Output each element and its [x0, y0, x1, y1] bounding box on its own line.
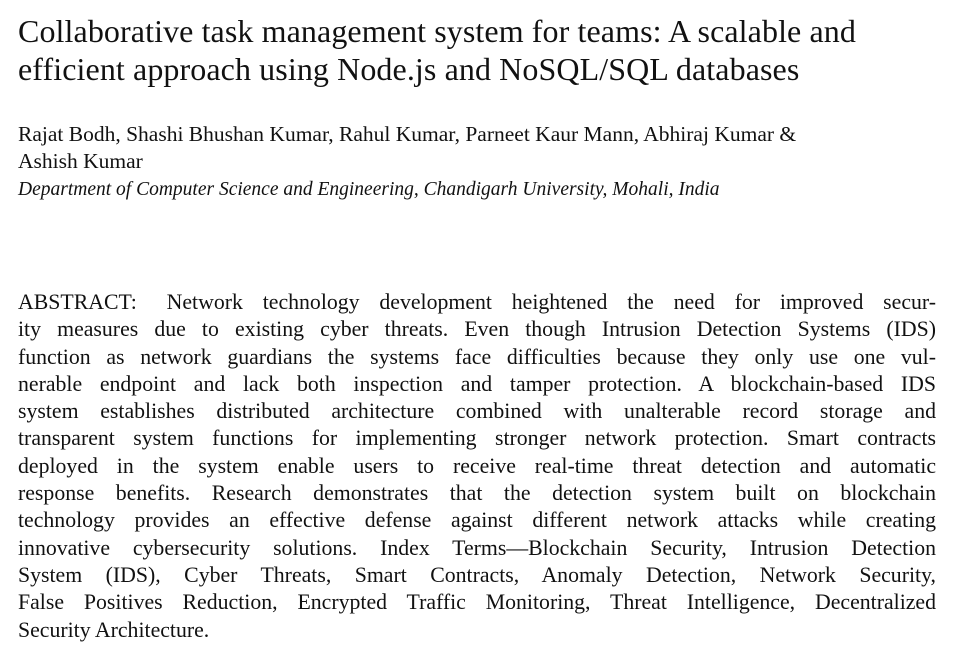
abstract-line	[18, 289, 936, 316]
abstract-line: response benefits. Research demonstrates that the detection system built on blockchain	[18, 481, 936, 506]
abstract-line: deployed in the system enable users to receive real-time threat detection and automatic	[18, 453, 936, 478]
title-line: Collaborative task management system for teams: A scalable and	[18, 13, 856, 49]
affiliation: Department of Computer Science and Engineering, Chandigarh University, Mohali, India	[18, 179, 720, 200]
authors-line: Rajat Bodh, Shashi Bhushan Kumar, Rahul Kumar, Parneet Kaur Mann, Abhiraj Kumar &	[18, 122, 797, 146]
abstract-line: Security Architecture.	[18, 617, 210, 642]
abstract-line: ity measures due to existing cyber threats. Even though Intrusion Detection Systems (IDS)	[18, 317, 936, 342]
paper-title	[18, 12, 936, 88]
title-line: efficient approach using Node.js and NoSQL/SQL databases	[18, 51, 800, 87]
abstract-line: nerable endpoint and lack both inspection and tamper protection. A blockchain-based IDS	[18, 371, 936, 396]
abstract-line: False Positives Reduction, Encrypted Traffic Monitoring, Threat Intelligence, Decentralized	[18, 590, 936, 615]
author-list	[18, 121, 936, 175]
abstract-line: System (IDS), Cyber Threats, Smart Contracts, Anomaly Detection, Network Security,	[18, 562, 936, 587]
abstract-line: transparent system functions for implementing stronger network protection. Smart contracts	[18, 426, 936, 451]
authors-line: Ashish Kumar	[18, 149, 143, 173]
abstract-line: technology provides an effective defense against different network attacks while creating	[18, 508, 936, 533]
abstract-text: Network technology development heightened the need for improved secur-	[166, 290, 936, 314]
abstract-label: ABSTRACT:	[18, 290, 137, 314]
abstract-line: function as network guardians the systems face difficulties because they only use one vul-	[18, 344, 936, 369]
abstract-line: innovative cybersecurity solutions. Index Terms—Blockchain Security, Intrusion Detection	[18, 535, 936, 560]
abstract-line: system establishes distributed architecture combined with unalterable record storage and	[18, 399, 936, 424]
abstract	[18, 289, 936, 644]
paper-page	[18, 0, 936, 644]
